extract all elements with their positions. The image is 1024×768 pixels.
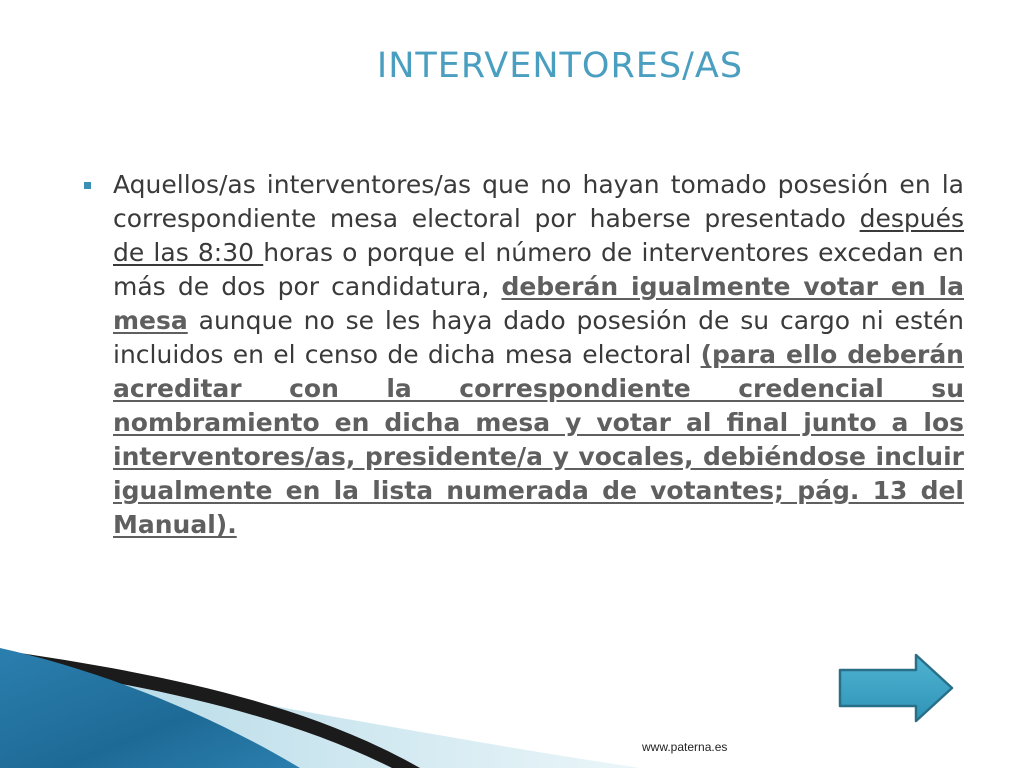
paragraph-text-part-1: Aquellos/as interventores/as que no hayan tomado posesión en la correspondiente mesa electoral por haberse presentado bbox=[113, 170, 964, 233]
paragraph-text-part-2: horas o porque el número de interventores excedan en más de dos por candidatura, bbox=[113, 238, 964, 301]
square-bullet-icon bbox=[84, 182, 91, 189]
emphasis-vote-phrase: deberán igualmente votar en la mesa bbox=[113, 272, 964, 335]
paragraph-text-part-3: aunque no se les haya dado posesión de su cargo ni estén incluidos en el censo de dicha mesa electoral bbox=[113, 306, 964, 369]
next-slide-button[interactable] bbox=[836, 652, 956, 724]
slide-title: INTERVENTORES/AS bbox=[376, 46, 744, 86]
right-arrow-icon bbox=[836, 652, 956, 724]
bullet-item bbox=[84, 168, 964, 542]
bullet-paragraph bbox=[113, 168, 964, 542]
underlined-time-phrase: después de las 8:30 bbox=[113, 204, 964, 267]
footer-url: www.paterna.es bbox=[642, 740, 728, 754]
emphasis-credential-phrase: (para ello deberán acreditar con la correspondiente credencial su nombramiento en dicha mesa y votar al final junto a los interventores/as, presidente/a y vocales, debiéndose incluir igualmente en la lista numerada de votantes; pág. 13 del Manual). bbox=[113, 340, 964, 539]
